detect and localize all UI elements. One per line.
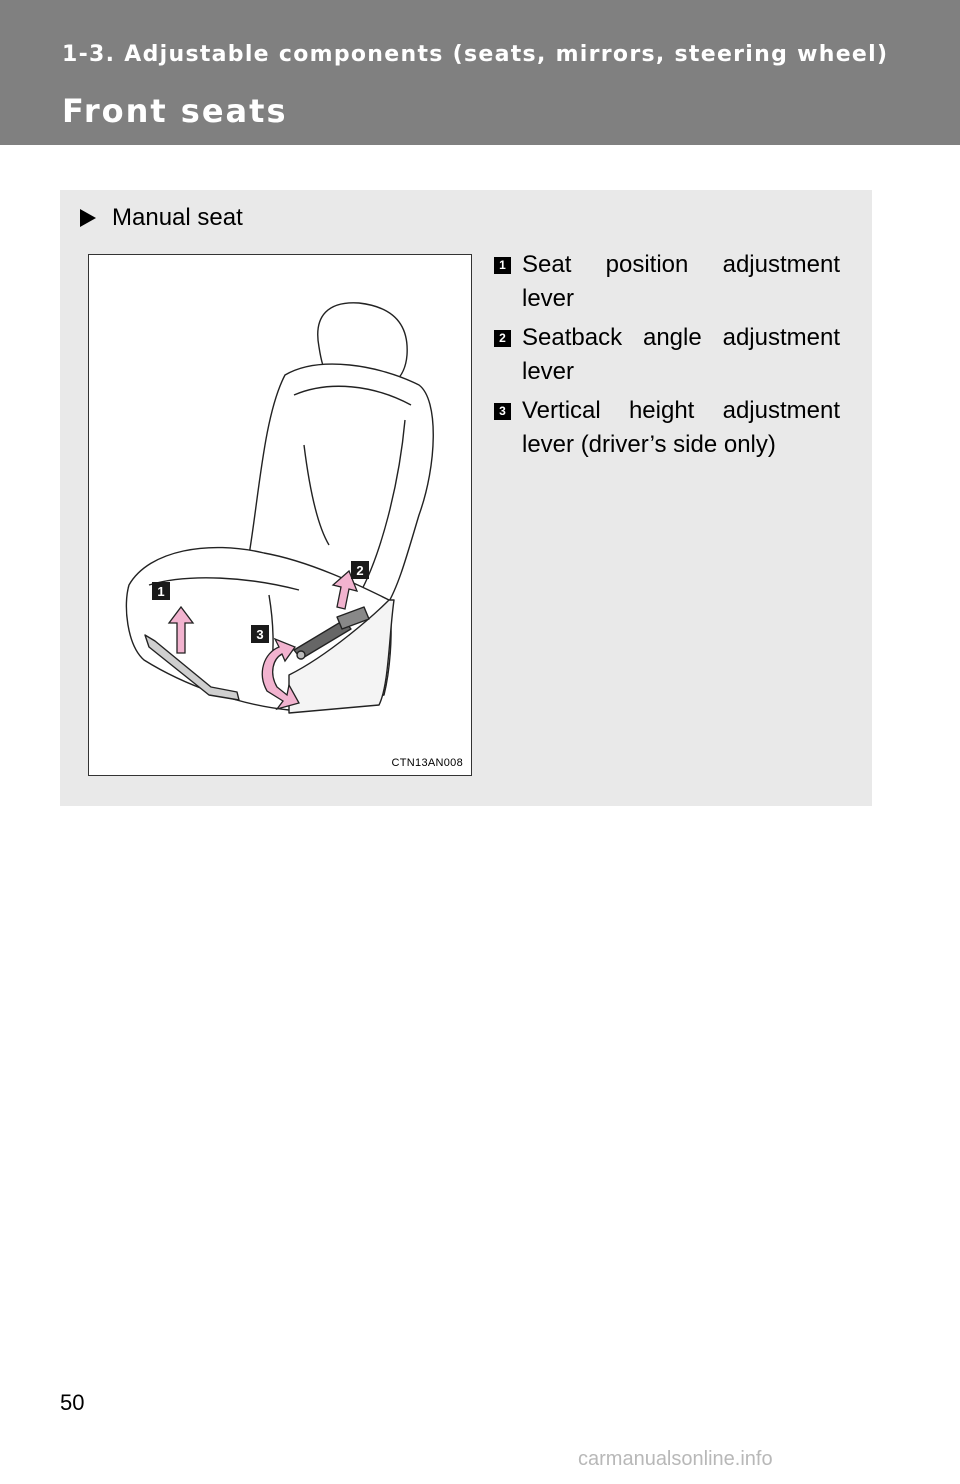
watermark: carmanualsonline.info xyxy=(578,1448,773,1470)
callout-2: 2 xyxy=(356,563,364,578)
number-badge-icon: 2 xyxy=(494,330,511,347)
legend-text-line1: Vertical height adjustment xyxy=(522,397,840,424)
legend-text-line2: lever xyxy=(522,358,575,385)
legend-text-line1: Seatback angle adjustment xyxy=(522,324,840,351)
seat-drawing xyxy=(89,255,471,775)
page-number: 50 xyxy=(60,1390,85,1415)
legend-item xyxy=(494,321,840,389)
number-badge-icon: 3 xyxy=(494,403,511,420)
legend-text-line2: lever xyxy=(522,285,575,312)
legend-item xyxy=(494,394,840,462)
callout-1: 1 xyxy=(157,584,165,599)
legend-text-line1: Seat position adjustment xyxy=(522,251,840,278)
triangle-bullet-icon xyxy=(80,209,96,227)
subheading-text: Manual seat xyxy=(112,204,243,231)
subheading xyxy=(80,204,243,232)
page-header-band xyxy=(0,0,960,145)
seat-illustration xyxy=(88,254,472,776)
number-badge-icon: 1 xyxy=(494,257,511,274)
legend-item xyxy=(494,248,840,316)
page-title: Front seats xyxy=(62,92,288,130)
legend-text-line2: lever (driver’s side only) xyxy=(522,431,776,458)
section-title: 1-3. Adjustable components (seats, mirrors, steering wheel) xyxy=(62,42,889,67)
callout-3: 3 xyxy=(256,627,264,642)
figure-code: CTN13AN008 xyxy=(391,757,463,769)
callout-legend xyxy=(494,248,840,467)
